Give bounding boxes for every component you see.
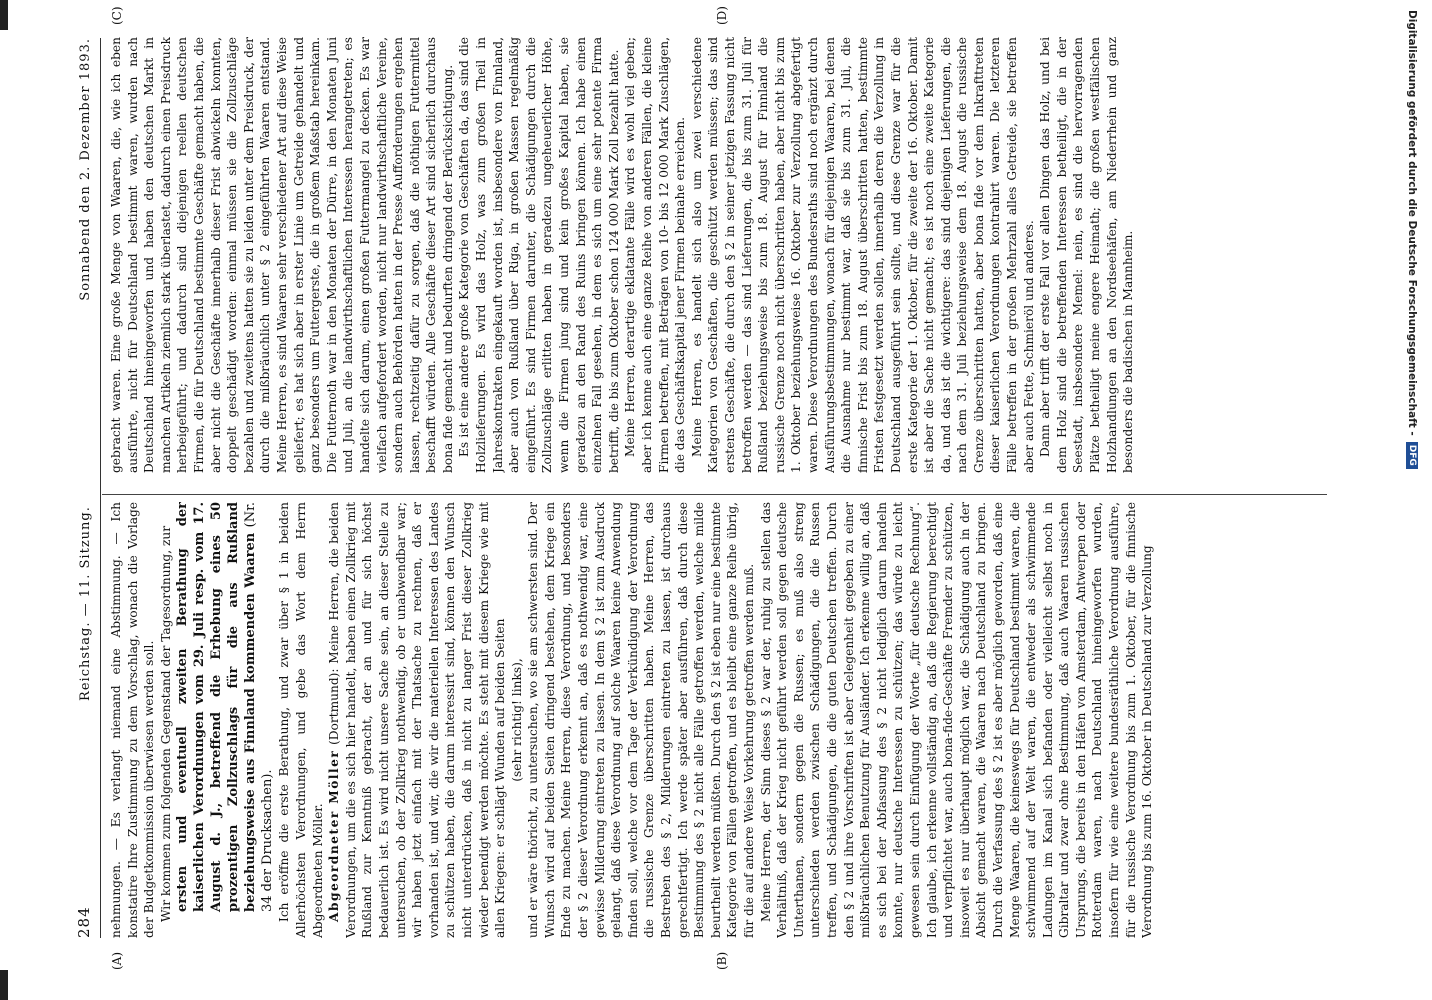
paragraph: Wir kommen zum folgenden Gegenstand der Tagesordnung, zur <box>158 525 173 922</box>
column-divider <box>102 494 1327 495</box>
agenda-item-reference: (Nr. 34 der Drucksachen). <box>243 502 276 912</box>
credit-text: Digitalisierung gefördert durch die Deutsche Forschungsgemeinschaft - <box>1406 10 1418 436</box>
paragraph: Meine Herren, es handelt sich also um zwei verschiedene Kategorien von Geschäften, die geschützt werden müssen; das sind erstens Geschäfte, die durch den § 2 in seiner jetzigen Fassung nicht betroffen werden — das sind Lieferungen, die bis zum 31. Juli für Rußland beziehungsweise bis zum 18. August für Finnland die russische Grenze noch nicht überschritten haben, aber nicht bis zum 1. Oktober beziehungsweise 16. Oktober zur Verzollung abgefertigt waren. Diese Verordnungen des Bundesraths sind noch ergänzt durch Ausführungsbestimmungen, wonach für diejenigen Waaren, bei denen die Ausnahme nur bestimmt war, daß sie bis zum 31. Juli, die finnische Frist bis zum 18. August überschritten hatten, bestimmte Fristen festgesetzt werden sollen, innerhalb deren die Verzollung in Deutschland ausgeführt sein sollte, und diese Grenze war für die erste Kategorie der 1. Oktober, für die zweite der 16. Oktober. Damit ist aber die Sache nicht gemacht; es ist noch eine zweite Kategorie da, und das ist die wichtigere: das sind diejenigen Lieferungen, die nach dem 31. Juli beziehungsweise dem 18. August die russische Grenze überschritten hatten, aber bona fide vor dem Inkrafttreten dieser kaiserlichen Verordnungen kontrahirt waren. Die letzteren Fälle betreffen in der großen Mehrzahl alles Getreide, sie betreffen aber auch Fette, Schmieröl und anderes. <box>689 37 1036 473</box>
paragraph: Meine Herren, der Sinn dieses § 2 war der, ruhig zu stellen das Verhältniß, daß der Krieg nicht geführt werden soll gegen deutsche Unterthanen, sondern gegen die Russen; es muß also streng unterschieden werden zwischen Schädigungen, die die Russen treffen, und Schädigungen, die die guten Deutschen treffen. Durch den § 2 und ihre Vorschriften ist aber Gelegenheit gegeben zu einer mißbräuchlichen Benutzung für Ausländer. Ich erkenne willig an, daß es sich bei der Abfassung des § 2 nicht lediglich darum handeln konnte, nur deutsche Interessen zu schützen; das würde zu leicht gewesen sein durch Einfügung der Worte „für deutsche Rechnung“. Ich glaube, ich erkenne vollständig an, daß die Regierung berechtigt und verpflichtet war, auch bona-fide-Geschäfte Fremder zu schützen, insoweit es nur überhaupt möglich war, die Schädigung auch in der Absicht gemacht waren, die Waaren nach Deutschland zu bringen. Durch die Verfassung des § 2 ist es aber möglich geworden, daß eine Menge Waaren, die keineswegs für Deutschland bestimmt waren, die schwimmend auf der Welt waren, die entweder als schwimmende Ladungen im Kanal sich befanden oder vielleicht selbst noch in Gibraltar und zwar ohne Bestimmung, daß auch Waaren russischen Ursprungs, die bereits in den Häfen von Amsterdam, Antwerpen oder Rotterdam waren, nach Deutschland hineingeworfen wurden, insofern für wie eine weitere bundesräthliche Verordnung ausführe, für die russische Verordnung bis zum 1. Oktober, für die finnische Verordnung bis zum 16. Oktober in Deutschland zur Verzollung <box>758 502 1155 938</box>
paragraph: Es ist eine andere große Kategorie von Geschäften da, das sind die Holzlieferungen. Es wird das Holz, was zum großen Theil in Jahreskontrakten eingekauft worden ist, insbesondere von Finnland, aber auch von Rußland über Riga, in großen Massen regelmäßig eingeführt. Es sind Firmen darunter, die Schädigungen durch die Zollzuschläge erlitten haben in geradezu ungeheuerlicher Höhe, wenn die Firmen jung sind und kein großes Kapital haben, sie geradezu an den Rand des Ruins bringen können. Ich habe einen einzelnen Fall gesehen, in dem es sich um eine sehr potente Firma betrifft, die bis zum Oktober schon 124 000 Mark Zoll bezahlt hatte. <box>457 37 621 473</box>
speech-text: Meine Herren, die beiden Verordnungen, um die es sich hier handelt, haben einen Zollkrieg mit Rußland zur Kenntniß gebracht, der an und für sich höchst bedauerlich ist. Es wird nicht unsere Sache sein, an dieser Stelle zu untersuchen, ob der Zollkrieg nothwendig, ob er unabwendbar war; wir haben jetzt einfach mit der Thatsache zu rechnen, daß er vorhanden ist, und wir, die wir die materiellen Interessen des Landes zu schützen haben, die darum interessirt sind, können den Wunsch nicht unterdrücken, daß in nicht zu langer Frist dieser Zollkrieg wieder beendigt werden möchte. Es steht mit diesem Kriege wie mit allen Kriegen: er schlägt Wunden auf beiden Seiten <box>327 502 508 938</box>
paragraph: und er wäre thöricht, zu untersuchen, wo sie am schwersten sind. Der Wunsch wird auf beiden Seiten dringend bestehen, dem Kriege ein Ende zu machen. Meine Herren, diese Verordnung, und besonders der § 2 dieser Verordnung erkennt an, daß es nothwendig war, eine gewisse Milderung eintreten zu lassen. In dem § 2 ist zum Ausdruck gelangt, daß diese Verordnung auf solche Waaren keine Anwendung finden soll, welche vor dem Tage der Verkündigung der Verordnung die russische Grenze überschritten haben. Meine Herren, das Bestreben des § 2, Milderungen eintreten zu lassen, ist durchaus gerechtfertigt. Ich werde später aber ausführen, daß durch diese Bestimmung des § 2 nicht alle Fälle getroffen werden, welche milde beurtheilt werden müßten. Durch den § 2 ist eben nur eine bestimmte Kategorie von Fällen getroffen, und es bleibt eine ganze Reihe übrig, für die auf andere Weise Vorkehrung getroffen werden muß. <box>526 502 756 938</box>
margin-marker-d: (D) <box>715 6 729 25</box>
paragraph: Dann aber trifft der erste Fall vor allen Dingen das Holz, und bei dem Holz sind die betreffenden Interessen betheiligt, die in der Seestadt, insbesondere Memel: nein, es sind die hervorragenden Plätze betheiligt meine engere Heimath; die großen westfälischen Holzhandlungen an den Nordseehäfen, am Niederrhein und ganz besonders die badischen in Mannheim. <box>1038 37 1136 473</box>
page-number: 284 <box>75 906 93 938</box>
digitization-credit <box>1392 0 1432 1000</box>
agenda-item <box>174 502 276 938</box>
paragraph: gebracht waren. Eine große Menge von Waaren, die, wie ich eben ausführte, nicht für Deutschland bestimmt waren, wurden nach Deutschland hineingeworfen und haben den deutschen Markt in manchen Artikeln ziemlich stark überlastet, dadurch einen Preisdruck herbeigeführt; und dadurch sind diejenigen reellen deutschen Firmen, die für Deutschland bestimmte Geschäfte gemacht haben, die aber nicht die Geschäfte innerhalb dieser Frist abwickeln konnten, doppelt geschädigt worden: einmal müssen sie die Zollzuschläge bezahlen und zweitens hatten sie zu leiden unter dem Preisdruck, der durch die mißbräuchlich unter § 2 eingeführten Waaren entstand. Meine Herren, es sind Waaren sehr verschiedener Art auf diese Weise geliefert; es hat sich aber in erster Linie um Getreide gehandelt und ganz besonders um Futtergerste, die in großem Maßstab hereinkam. Die Futternoth war in den Monaten der Dürre, in den Monaten Juni und Juli, an die landwirthschaftlichen Interessen herangetreten; es handelte sich darum, einen großen Futtermangel zu decken. Es war vielfach aufgefordert worden, nicht nur landwirthschaftliche Vereine, sondern auch Behörden hatten in der Presse Aufforderungen ergehen lassen, rechtzeitig dafür zu sorgen, daß die nöthigen Futtermittel beschafft würden. Alle Geschäfte dieser Art sind sicherlich durchaus bona fide gemacht und bedurften dringend der Berücksichtigung. <box>109 37 455 473</box>
scan-edge-mark <box>0 0 8 30</box>
margin-marker-b: (B) <box>715 951 729 970</box>
scan-edge-mark <box>0 970 8 1000</box>
paragraph: nehmungen. — Es verlangt niemand eine Abstimmung. — Ich konstatire Ihre Zustimmung zu dem Vorschlag, wonach die Vorlage der Budgetkommission überwiesen werden soll. <box>109 502 157 938</box>
right-column <box>108 37 1323 473</box>
speaker-place: (Dortmund): <box>327 668 342 745</box>
speaker-name: Abgeordneter Möller <box>327 749 342 922</box>
interjection: (sehr richtig! links), <box>509 658 524 782</box>
margin-marker-c: (C) <box>110 6 124 25</box>
dfg-logo: DFG <box>1406 442 1418 469</box>
speech-paragraph <box>326 502 509 938</box>
agenda-item-title: ersten und eventuell zweiten Berathung der kaiserlichen Verordnungen vom 29. Juli resp. vom 17. August d. J., betreffend die Erhebung eines 50 prozentigen Zollzuschlags für die aus Rußland beziehungsweise aus Finnland kommenden Waaren <box>175 502 259 912</box>
session-title: Reichstag. — 11. Sitzung. <box>78 506 93 701</box>
session-date: Sonnabend den 2. Dezember 1893. <box>78 38 93 301</box>
header-rule <box>100 38 101 938</box>
margin-marker-a: (A) <box>110 951 124 970</box>
paragraph: Meine Herren, derartige eklatante Fälle wird es wohl viel geben; aber ich kenne auch eine ganze Reihe von anderen Fällen, die kleine Firmen betreffen, mit Beträgen von 10- bis 12 000 Mark Zuschlägen, die das Geschäftskapital jener Firmen beinahe erreichen. <box>623 37 688 473</box>
running-head <box>75 38 97 938</box>
left-column <box>108 502 1323 938</box>
paragraph: Ich eröffne die erste Berathung, und zwar über § 1 in beiden Allerhöchsten Verordnungen, und gebe das Wort dem Herrn Abgeordneten Möller. <box>277 502 325 938</box>
